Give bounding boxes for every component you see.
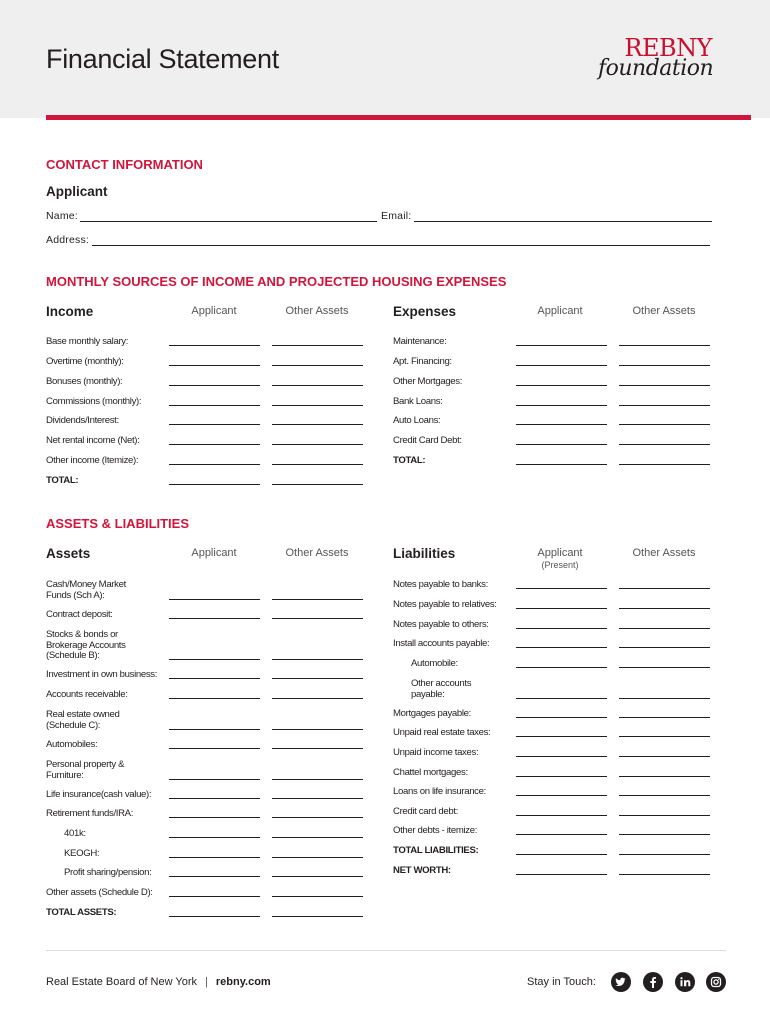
expense-row-other-assets-field[interactable]	[619, 464, 710, 465]
liability-row-applicant-field[interactable]	[516, 756, 607, 757]
income-row-other-assets-field[interactable]	[272, 385, 363, 386]
footer-site-link[interactable]: rebny.com	[215, 976, 271, 988]
facebook-icon[interactable]	[643, 972, 663, 992]
header-divider	[46, 115, 751, 120]
expenses-heading: Expenses	[393, 304, 457, 319]
liability-row-label: Automobile:	[411, 658, 458, 669]
footer-separator: |	[205, 976, 208, 988]
expense-row-other-assets-field[interactable]	[619, 444, 710, 445]
liability-row-applicant-field[interactable]	[516, 667, 607, 668]
liability-row-label: Unpaid real estate taxes:	[393, 727, 491, 738]
assets-col-applicant: Applicant	[191, 547, 237, 559]
income-row-other-assets-field[interactable]	[272, 424, 363, 425]
expense-row-other-assets-field[interactable]	[619, 345, 710, 346]
asset-row-applicant-field[interactable]	[169, 876, 260, 877]
logo-rebny-text: REBNY	[624, 34, 712, 62]
asset-row-label: 401k:	[64, 828, 86, 839]
liability-row-applicant-field[interactable]	[516, 588, 607, 589]
liability-row-label: Notes payable to others:	[393, 619, 489, 630]
income-row-other-assets-field[interactable]	[272, 444, 363, 445]
liability-row-label: Credit card debt:	[393, 806, 458, 817]
page-title: Financial Statement	[46, 44, 279, 74]
expense-row-label: Apt. Financing:	[393, 356, 452, 367]
asset-row-applicant-field[interactable]	[169, 748, 260, 749]
expense-row-label: Maintenance:	[393, 336, 447, 347]
asset-row-other-assets-field[interactable]	[272, 876, 363, 877]
expense-row-other-assets-field[interactable]	[619, 424, 710, 425]
asset-row-label: Stocks & bonds or Brokerage Accounts (Schedule B):	[46, 629, 126, 661]
asset-row-applicant-field[interactable]	[169, 779, 260, 780]
expense-row-applicant-field[interactable]	[516, 444, 607, 445]
income-row-label: Dividends/Interest:	[46, 415, 119, 426]
liability-row-applicant-field[interactable]	[516, 854, 607, 855]
asset-row-label: Other assets (Schedule D):	[46, 887, 153, 898]
liability-row-label: Chattel mortgages:	[393, 767, 468, 778]
asset-row-applicant-field[interactable]	[169, 896, 260, 897]
income-row-other-assets-field[interactable]	[272, 464, 363, 465]
expense-row-applicant-field[interactable]	[516, 424, 607, 425]
name-label: Name:	[46, 210, 78, 222]
liability-row-applicant-field[interactable]	[516, 776, 607, 777]
expense-row-label: TOTAL:	[393, 455, 426, 466]
asset-row-other-assets-field[interactable]	[272, 748, 363, 749]
applicant-heading: Applicant	[46, 184, 108, 199]
income-row-label: Bonuses (monthly):	[46, 376, 123, 387]
expense-row-other-assets-field[interactable]	[619, 365, 710, 366]
asset-row-label: Personal property & Furniture:	[46, 759, 125, 781]
income-heading: Income	[46, 304, 94, 319]
liability-row-label: TOTAL LIABILITIES:	[393, 845, 479, 856]
asset-row-label: Retirement funds/IRA:	[46, 808, 134, 819]
assets-heading: Assets	[46, 546, 91, 561]
income-row-label: Commissions (monthly):	[46, 396, 142, 407]
liability-row-other-assets-field[interactable]	[619, 647, 710, 648]
liability-row-applicant-field[interactable]	[516, 815, 607, 816]
income-row-applicant-field[interactable]	[169, 365, 260, 366]
asset-row-other-assets-field[interactable]	[272, 599, 363, 600]
logo-foundation-text: foundation	[598, 56, 714, 81]
asset-row-other-assets-field[interactable]	[272, 729, 363, 730]
income-row-applicant-field[interactable]	[169, 424, 260, 425]
liability-row-other-assets-field[interactable]	[619, 795, 710, 796]
stay-in-touch-label: Stay in Touch:	[527, 976, 596, 988]
liability-row-applicant-field[interactable]	[516, 608, 607, 609]
liability-row-label: Notes payable to relatives:	[393, 599, 497, 610]
liability-row-other-assets-field[interactable]	[619, 874, 710, 875]
asset-row-label: Cash/Money Market Funds (Sch A):	[46, 579, 126, 601]
income-col-other-assets: Other Assets	[285, 305, 349, 317]
asset-row-applicant-field[interactable]	[169, 599, 260, 600]
expense-row-applicant-field[interactable]	[516, 345, 607, 346]
income-row-applicant-field[interactable]	[169, 385, 260, 386]
footer-org	[46, 976, 271, 988]
asset-row-label: Contract deposit:	[46, 609, 113, 620]
contact-section-title: CONTACT INFORMATION	[46, 157, 203, 172]
instagram-icon[interactable]	[706, 972, 726, 992]
income-row-label: Overtime (monthly):	[46, 356, 124, 367]
liability-row-applicant-field[interactable]	[516, 795, 607, 796]
expense-row-applicant-field[interactable]	[516, 365, 607, 366]
rebny-foundation-logo	[590, 34, 720, 92]
liability-row-label: Other debts - itemize:	[393, 825, 478, 836]
email-field[interactable]	[414, 221, 712, 222]
liability-row-other-assets-field[interactable]	[619, 756, 710, 757]
asset-row-other-assets-field[interactable]	[272, 817, 363, 818]
income-row-applicant-field[interactable]	[169, 444, 260, 445]
income-row-applicant-field[interactable]	[169, 464, 260, 465]
asset-row-applicant-field[interactable]	[169, 618, 260, 619]
expense-row-applicant-field[interactable]	[516, 405, 607, 406]
asset-row-applicant-field[interactable]	[169, 817, 260, 818]
assets-col-other-assets: Other Assets	[285, 547, 349, 559]
asset-row-applicant-field[interactable]	[169, 857, 260, 858]
footer-org-name: Real Estate Board of New York	[46, 976, 198, 988]
liability-row-other-assets-field[interactable]	[619, 736, 710, 737]
asset-row-label: Automobiles:	[46, 739, 98, 750]
expense-row-other-assets-field[interactable]	[619, 385, 710, 386]
asset-row-label: Accounts receivable:	[46, 689, 128, 700]
twitter-icon[interactable]	[611, 972, 631, 992]
address-label: Address:	[46, 234, 90, 246]
expense-row-label: Other Mortgages:	[393, 376, 463, 387]
liability-row-applicant-field[interactable]	[516, 628, 607, 629]
asset-row-other-assets-field[interactable]	[272, 896, 363, 897]
asset-row-other-assets-field[interactable]	[272, 798, 363, 799]
expense-row-label: Auto Loans:	[393, 415, 441, 426]
liability-row-label: Mortgages payable:	[393, 708, 471, 719]
liability-row-other-assets-field[interactable]	[619, 815, 710, 816]
liability-row-label: Unpaid income taxes:	[393, 747, 479, 758]
liabilities-heading: Liabilities	[393, 546, 456, 561]
assets-liabilities-section-title: ASSETS & LIABILITIES	[46, 516, 190, 531]
name-field[interactable]	[80, 221, 377, 222]
liability-row-other-assets-field[interactable]	[619, 608, 710, 609]
liability-row-applicant-field[interactable]	[516, 736, 607, 737]
asset-row-applicant-field[interactable]	[169, 678, 260, 679]
liability-row-other-assets-field[interactable]	[619, 667, 710, 668]
asset-row-other-assets-field[interactable]	[272, 857, 363, 858]
expense-row-applicant-field[interactable]	[516, 464, 607, 465]
email-label: Email:	[381, 210, 412, 222]
liability-row-other-assets-field[interactable]	[619, 588, 710, 589]
liability-row-applicant-field[interactable]	[516, 874, 607, 875]
income-row-other-assets-field[interactable]	[272, 484, 363, 485]
liability-row-label: NET WORTH:	[393, 865, 451, 876]
income-row-label: Other income (Itemize):	[46, 455, 139, 466]
footer-divider	[46, 950, 726, 951]
asset-row-label: Real estate owned (Schedule C):	[46, 709, 120, 731]
asset-row-label: Profit sharing/pension:	[64, 867, 152, 878]
income-row-label: Base monthly salary:	[46, 336, 129, 347]
income-row-applicant-field[interactable]	[169, 345, 260, 346]
liability-row-other-assets-field[interactable]	[619, 698, 710, 699]
liability-row-applicant-field[interactable]	[516, 717, 607, 718]
expenses-col-applicant: Applicant	[537, 305, 583, 317]
expenses-col-other-assets: Other Assets	[632, 305, 696, 317]
income-row-other-assets-field[interactable]	[272, 365, 363, 366]
asset-row-other-assets-field[interactable]	[272, 698, 363, 699]
expense-row-applicant-field[interactable]	[516, 385, 607, 386]
liability-row-label: Notes payable to banks:	[393, 579, 488, 590]
liability-row-label: Other accounts payable:	[411, 678, 472, 700]
liabilities-col-applicant: Applicant	[537, 547, 583, 559]
liability-row-other-assets-field[interactable]	[619, 628, 710, 629]
asset-row-applicant-field[interactable]	[169, 659, 260, 660]
income-row-other-assets-field[interactable]	[272, 405, 363, 406]
asset-row-other-assets-field[interactable]	[272, 916, 363, 917]
asset-row-label: Investment in own business:	[46, 669, 158, 680]
asset-row-other-assets-field[interactable]	[272, 779, 363, 780]
income-row-other-assets-field[interactable]	[272, 345, 363, 346]
income-row-applicant-field[interactable]	[169, 405, 260, 406]
expense-row-label: Bank Loans:	[393, 396, 443, 407]
liabilities-col-other-assets: Other Assets	[632, 547, 696, 559]
asset-row-applicant-field[interactable]	[169, 837, 260, 838]
liability-row-label: Install accounts payable:	[393, 638, 490, 649]
income-row-applicant-field[interactable]	[169, 484, 260, 485]
monthly-section-title: MONTHLY SOURCES OF INCOME AND PROJECTED HOUSING EXPENSES	[46, 274, 507, 289]
address-field[interactable]	[92, 245, 710, 246]
income-row-label: Net rental income (Net):	[46, 435, 140, 446]
liability-row-applicant-field[interactable]	[516, 834, 607, 835]
asset-row-other-assets-field[interactable]	[272, 837, 363, 838]
asset-row-label: KEOGH:	[64, 848, 100, 859]
asset-row-other-assets-field[interactable]	[272, 618, 363, 619]
asset-row-applicant-field[interactable]	[169, 729, 260, 730]
liability-row-other-assets-field[interactable]	[619, 854, 710, 855]
asset-row-applicant-field[interactable]	[169, 798, 260, 799]
liability-row-applicant-field[interactable]	[516, 698, 607, 699]
liability-row-other-assets-field[interactable]	[619, 717, 710, 718]
expense-row-label: Credit Card Debt:	[393, 435, 462, 446]
liability-row-label: Loans on life insurance:	[393, 786, 486, 797]
linkedin-icon[interactable]	[675, 972, 695, 992]
asset-row-applicant-field[interactable]	[169, 916, 260, 917]
income-col-applicant: Applicant	[191, 305, 237, 317]
liabilities-col-applicant-sub: (Present)	[541, 560, 579, 570]
asset-row-applicant-field[interactable]	[169, 698, 260, 699]
expense-row-other-assets-field[interactable]	[619, 405, 710, 406]
liability-row-applicant-field[interactable]	[516, 647, 607, 648]
asset-row-other-assets-field[interactable]	[272, 659, 363, 660]
asset-row-label: TOTAL ASSETS:	[46, 907, 117, 918]
asset-row-other-assets-field[interactable]	[272, 678, 363, 679]
income-row-label: TOTAL:	[46, 475, 79, 486]
liability-row-other-assets-field[interactable]	[619, 834, 710, 835]
liability-row-other-assets-field[interactable]	[619, 776, 710, 777]
asset-row-label: Life insurance(cash value):	[46, 789, 152, 800]
